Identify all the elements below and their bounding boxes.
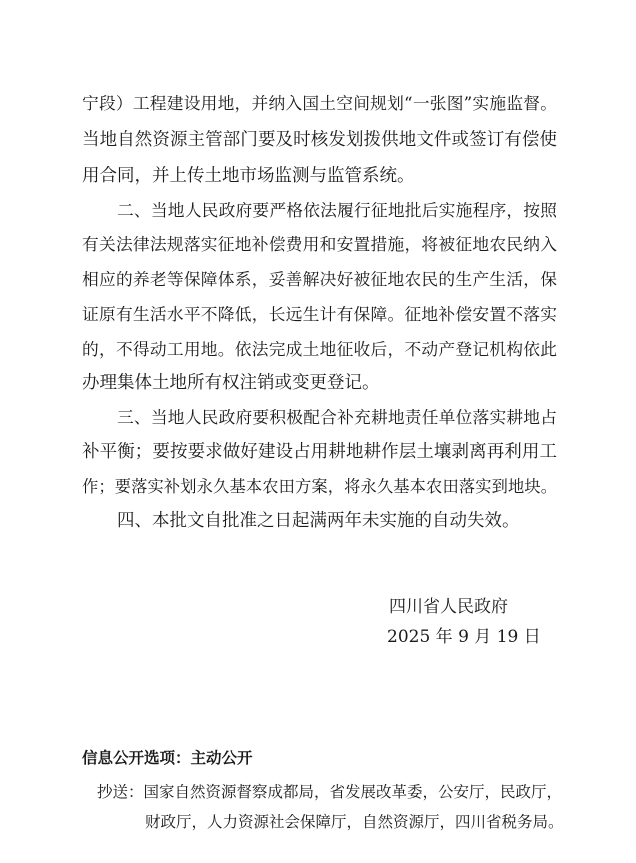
cc-line-1: 抄送：国家自然资源督察成都局，省发展改革委，公安厅，民政厅， xyxy=(97,783,563,801)
cc-line-2: 财政厅，人力资源社会保障厅，自然资源厅，四川省税务局。 xyxy=(145,813,564,831)
issue-date: 2025 年 9 月 19 日 xyxy=(387,627,541,647)
body-line-3: 用合同，并上传土地市场监测与监管系统。 xyxy=(82,166,415,186)
paragraph-2-line-6: 办理集体土地所有权注销或变更登记。 xyxy=(82,373,380,393)
paragraph-3-line-1: 三、当地人民政府要积极配合补充耕地责任单位落实耕地占 xyxy=(117,407,557,427)
paragraph-2-line-4: 证原有生活水平不降低，长远生计有保障。征地补偿安置不落实 xyxy=(82,304,557,324)
body-line-1: 宁段）工程建设用地，并纳入国土空间规划“一张图”实施监督。 xyxy=(82,93,557,113)
paragraph-3-line-2: 补平衡；要按要求做好建设占用耕地耕作层土壤剥离再利用工 xyxy=(82,442,557,462)
body-line-2: 当地自然资源主管部门要及时核发划拨供地文件或签订有偿使 xyxy=(82,130,557,150)
issuer-name: 四川省人民政府 xyxy=(389,597,508,617)
paragraph-2-line-3: 相应的养老等保障体系，妥善解决好被征地农民的生产生活，保 xyxy=(82,269,557,289)
disclosure-option: 信息公开选项：主动公开 xyxy=(82,749,253,767)
paragraph-2-line-2: 有关法律法规落实征地补偿费用和安置措施，将被征地农民纳入 xyxy=(82,234,557,254)
paragraph-3-line-3: 作；要落实补划永久基本农田方案，将永久基本农田落实到地块。 xyxy=(82,477,557,496)
paragraph-2-line-5: 的，不得动工用地。依法完成土地征收后，不动产登记机构依此 xyxy=(82,339,557,359)
paragraph-4-line-1: 四、本批文自批准之日起满两年未实施的自动失效。 xyxy=(117,511,520,531)
paragraph-2-line-1: 二、当地人民政府要严格依法履行征地批后实施程序，按照 xyxy=(117,200,557,220)
